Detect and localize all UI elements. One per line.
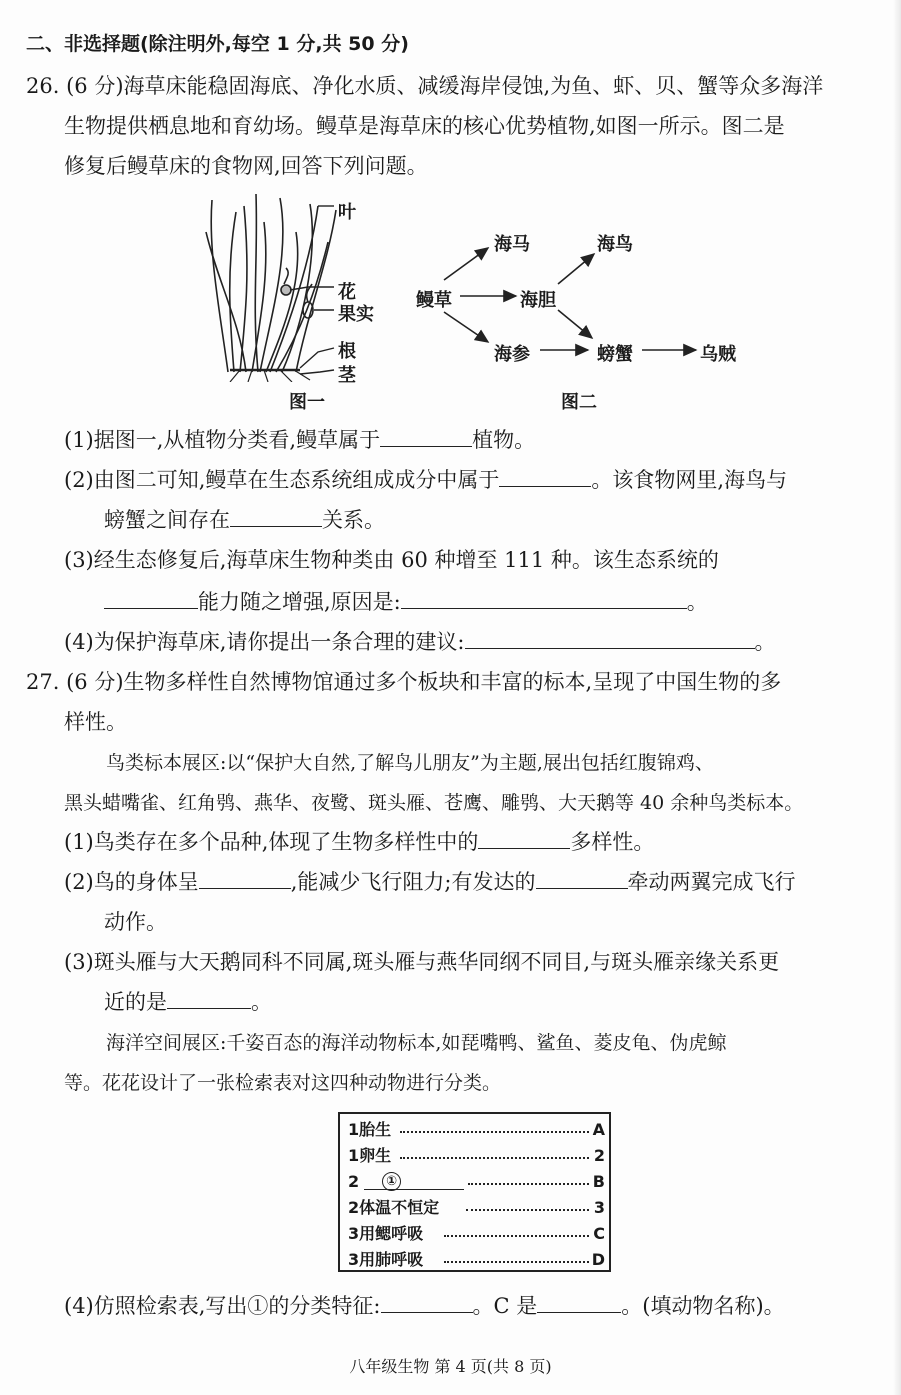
node-cucumber: 海参 [494,344,530,365]
q26-sub1-tail: 植物。 [472,428,536,452]
q27-intro-line-1 [26,668,781,696]
page-footer: 八年级生物 第 4 页(共 8 页) [349,1357,552,1376]
node-seahorse: 海马 [494,234,530,255]
q27-sub4-tail: 。(填动物名称)。 [621,1294,785,1318]
answer-blank[interactable] [465,628,755,649]
key-dots [444,1235,589,1237]
label-fruit: 果实 [338,304,374,325]
q27-sub2-text: (2)鸟的身体呈 [64,870,199,894]
key-dots [466,1209,589,1211]
q26-sub2 [64,466,787,494]
node-crab: 螃蟹 [597,344,633,365]
q27-sub4 [64,1292,785,1320]
answer-blank[interactable] [537,1292,621,1313]
key-row [348,1170,605,1194]
key-dots [400,1157,589,1159]
q27-sub3: (3)斑头雁与大天鹅同科不同属,斑头雁与燕华同纲不同目,与斑头雁亲缘关系更 [64,950,780,974]
q26-sub3-tail: 。 [686,590,708,614]
key-row-text: 2 [348,1172,360,1191]
key-row-result: 3 [593,1198,605,1217]
key-row-result: A [592,1120,605,1139]
q27-intro-text-1: (6 分)生物多样性自然博物馆通过多个板块和丰富的标本,呈现了中国生物的多 [66,670,782,694]
key-row [348,1248,605,1272]
answer-blank[interactable] [167,988,251,1009]
key-dots [444,1261,589,1263]
label-root: 根 [338,341,356,362]
key-row-result: D [591,1250,605,1269]
node-urchin: 海胆 [520,290,556,311]
key-row-text: 3用鳃呼吸 [348,1224,424,1243]
bird-exhibit-line-1: 鸟类标本展区:以“保护大自然,了解鸟儿朋友”为主题,展出包括红腹锦鸡、 [106,752,714,774]
node-seabird: 海鸟 [597,234,633,255]
key-row [348,1222,605,1246]
key-row [348,1144,605,1168]
answer-blank[interactable] [380,426,472,447]
ocean-exhibit-line-1: 海洋空间展区:千姿百态的海洋动物标本,如琵嘴鸭、鲨鱼、菱皮龟、伪虎鲸 [106,1032,727,1054]
answer-blank[interactable] [381,1292,473,1313]
label-stem: 茎 [338,365,356,386]
key-row-text: 1卵生 [348,1146,392,1165]
q26-number: 26. [26,74,60,98]
node-squid: 乌贼 [700,344,736,365]
label-flower: 花 [338,282,356,303]
q26-sub3-cont [104,588,708,616]
ocean-exhibit-line-2: 等。花花设计了一张检索表对这四种动物进行分类。 [64,1072,502,1094]
key-row-text: 3用肺呼吸 [348,1250,424,1269]
q27-sub3-text-2: 近的是 [104,990,167,1014]
q26-sub2-tail: 。该食物网里,海鸟与 [591,468,788,492]
q27-sub2-text-3: 牵动两翼完成飞行 [627,870,796,894]
key-dots [468,1183,589,1185]
q27-sub2-text-2: ,能减少飞行阻力;有发达的 [290,870,536,894]
answer-blank[interactable] [199,868,291,889]
q26-intro-text-1: (6 分)海草床能稳固海底、净化水质、减缓海岸侵蚀,为鱼、虾、贝、蟹等众多海洋 [66,74,824,98]
q26-intro-line-1 [26,72,823,100]
key-row-result: C [593,1224,605,1243]
dichotomous-key [338,1112,611,1272]
answer-blank[interactable] [478,828,570,849]
q26-sub4-tail: 。 [754,630,776,654]
key-dots [400,1131,589,1133]
answer-blank[interactable] [230,506,322,527]
q27-sub2-cont: 动作。 [104,910,167,934]
answer-blank[interactable] [499,466,591,487]
q26-intro-line-3: 修复后鳗草床的食物网,回答下列问题。 [64,154,428,178]
key-row [348,1196,605,1220]
q27-sub4-text-2: 。C 是 [472,1294,538,1318]
q26-sub3: (3)经生态修复后,海草床生物种类由 60 种增至 111 种。该生态系统的 [64,548,719,572]
key-row [348,1118,605,1142]
q26-sub1-text: (1)据图一,从植物分类看,鳗草属于 [64,428,381,452]
answer-blank[interactable] [401,588,687,609]
q26-sub3-text-2: 能力随之增强,原因是: [198,590,401,614]
q27-number: 27. [26,670,60,694]
q26-sub2-cont [104,506,385,534]
key-row-text: 1胎生 [348,1120,392,1139]
section-title: 二、非选择题(除注明外,每空 1 分,共 50 分) [26,33,409,55]
q27-sub1-text: (1)鸟类存在多个品种,体现了生物多样性中的 [64,830,479,854]
q26-sub4 [64,628,776,656]
answer-blank[interactable] [104,588,198,609]
page-edge-shadow [893,0,901,1395]
q27-intro-line-2: 样性。 [64,710,127,734]
food-web-arrows [410,220,750,380]
q27-sub1 [64,828,654,856]
key-row-result: B [592,1172,605,1191]
figure2-caption: 图二 [561,392,597,413]
node-eelgrass: 鳗草 [416,290,452,311]
bird-exhibit-line-2: 黑头蜡嘴雀、红角鸮、燕华、夜鹭、斑头雁、苍鹰、雕鸮、大天鹅等 40 余种鸟类标本。 [64,792,804,814]
figure1-caption: 图一 [289,392,325,413]
q26-sub2-text: (2)由图二可知,鳗草在生态系统组成成分中属于 [64,468,500,492]
q27-sub3-tail: 。 [251,990,272,1014]
q27-sub1-tail: 多样性。 [570,830,655,854]
answer-blank[interactable] [536,868,628,889]
q26-sub4-text: (4)为保护海草床,请你提出一条合理的建议: [64,630,465,654]
q26-intro-line-2: 生物提供栖息地和育幼场。鳗草是海草床的核心优势植物,如图一所示。图二是 [64,114,785,138]
q26-sub2-text-2: 螃蟹之间存在 [104,508,230,532]
circled-one-marker: ① [382,1172,401,1191]
q27-sub3-cont [104,988,272,1016]
q27-sub2 [64,868,796,896]
q26-sub2-tail-2: 关系。 [322,508,385,532]
key-blank-line[interactable] [364,1189,464,1190]
label-leaf: 叶 [338,202,356,223]
q26-sub1 [64,426,535,454]
q27-sub4-text: (4)仿照检索表,写出①的分类特征: [64,1294,381,1318]
key-row-result: 2 [593,1146,605,1165]
key-row-text: 2体温不恒定 [348,1198,440,1217]
